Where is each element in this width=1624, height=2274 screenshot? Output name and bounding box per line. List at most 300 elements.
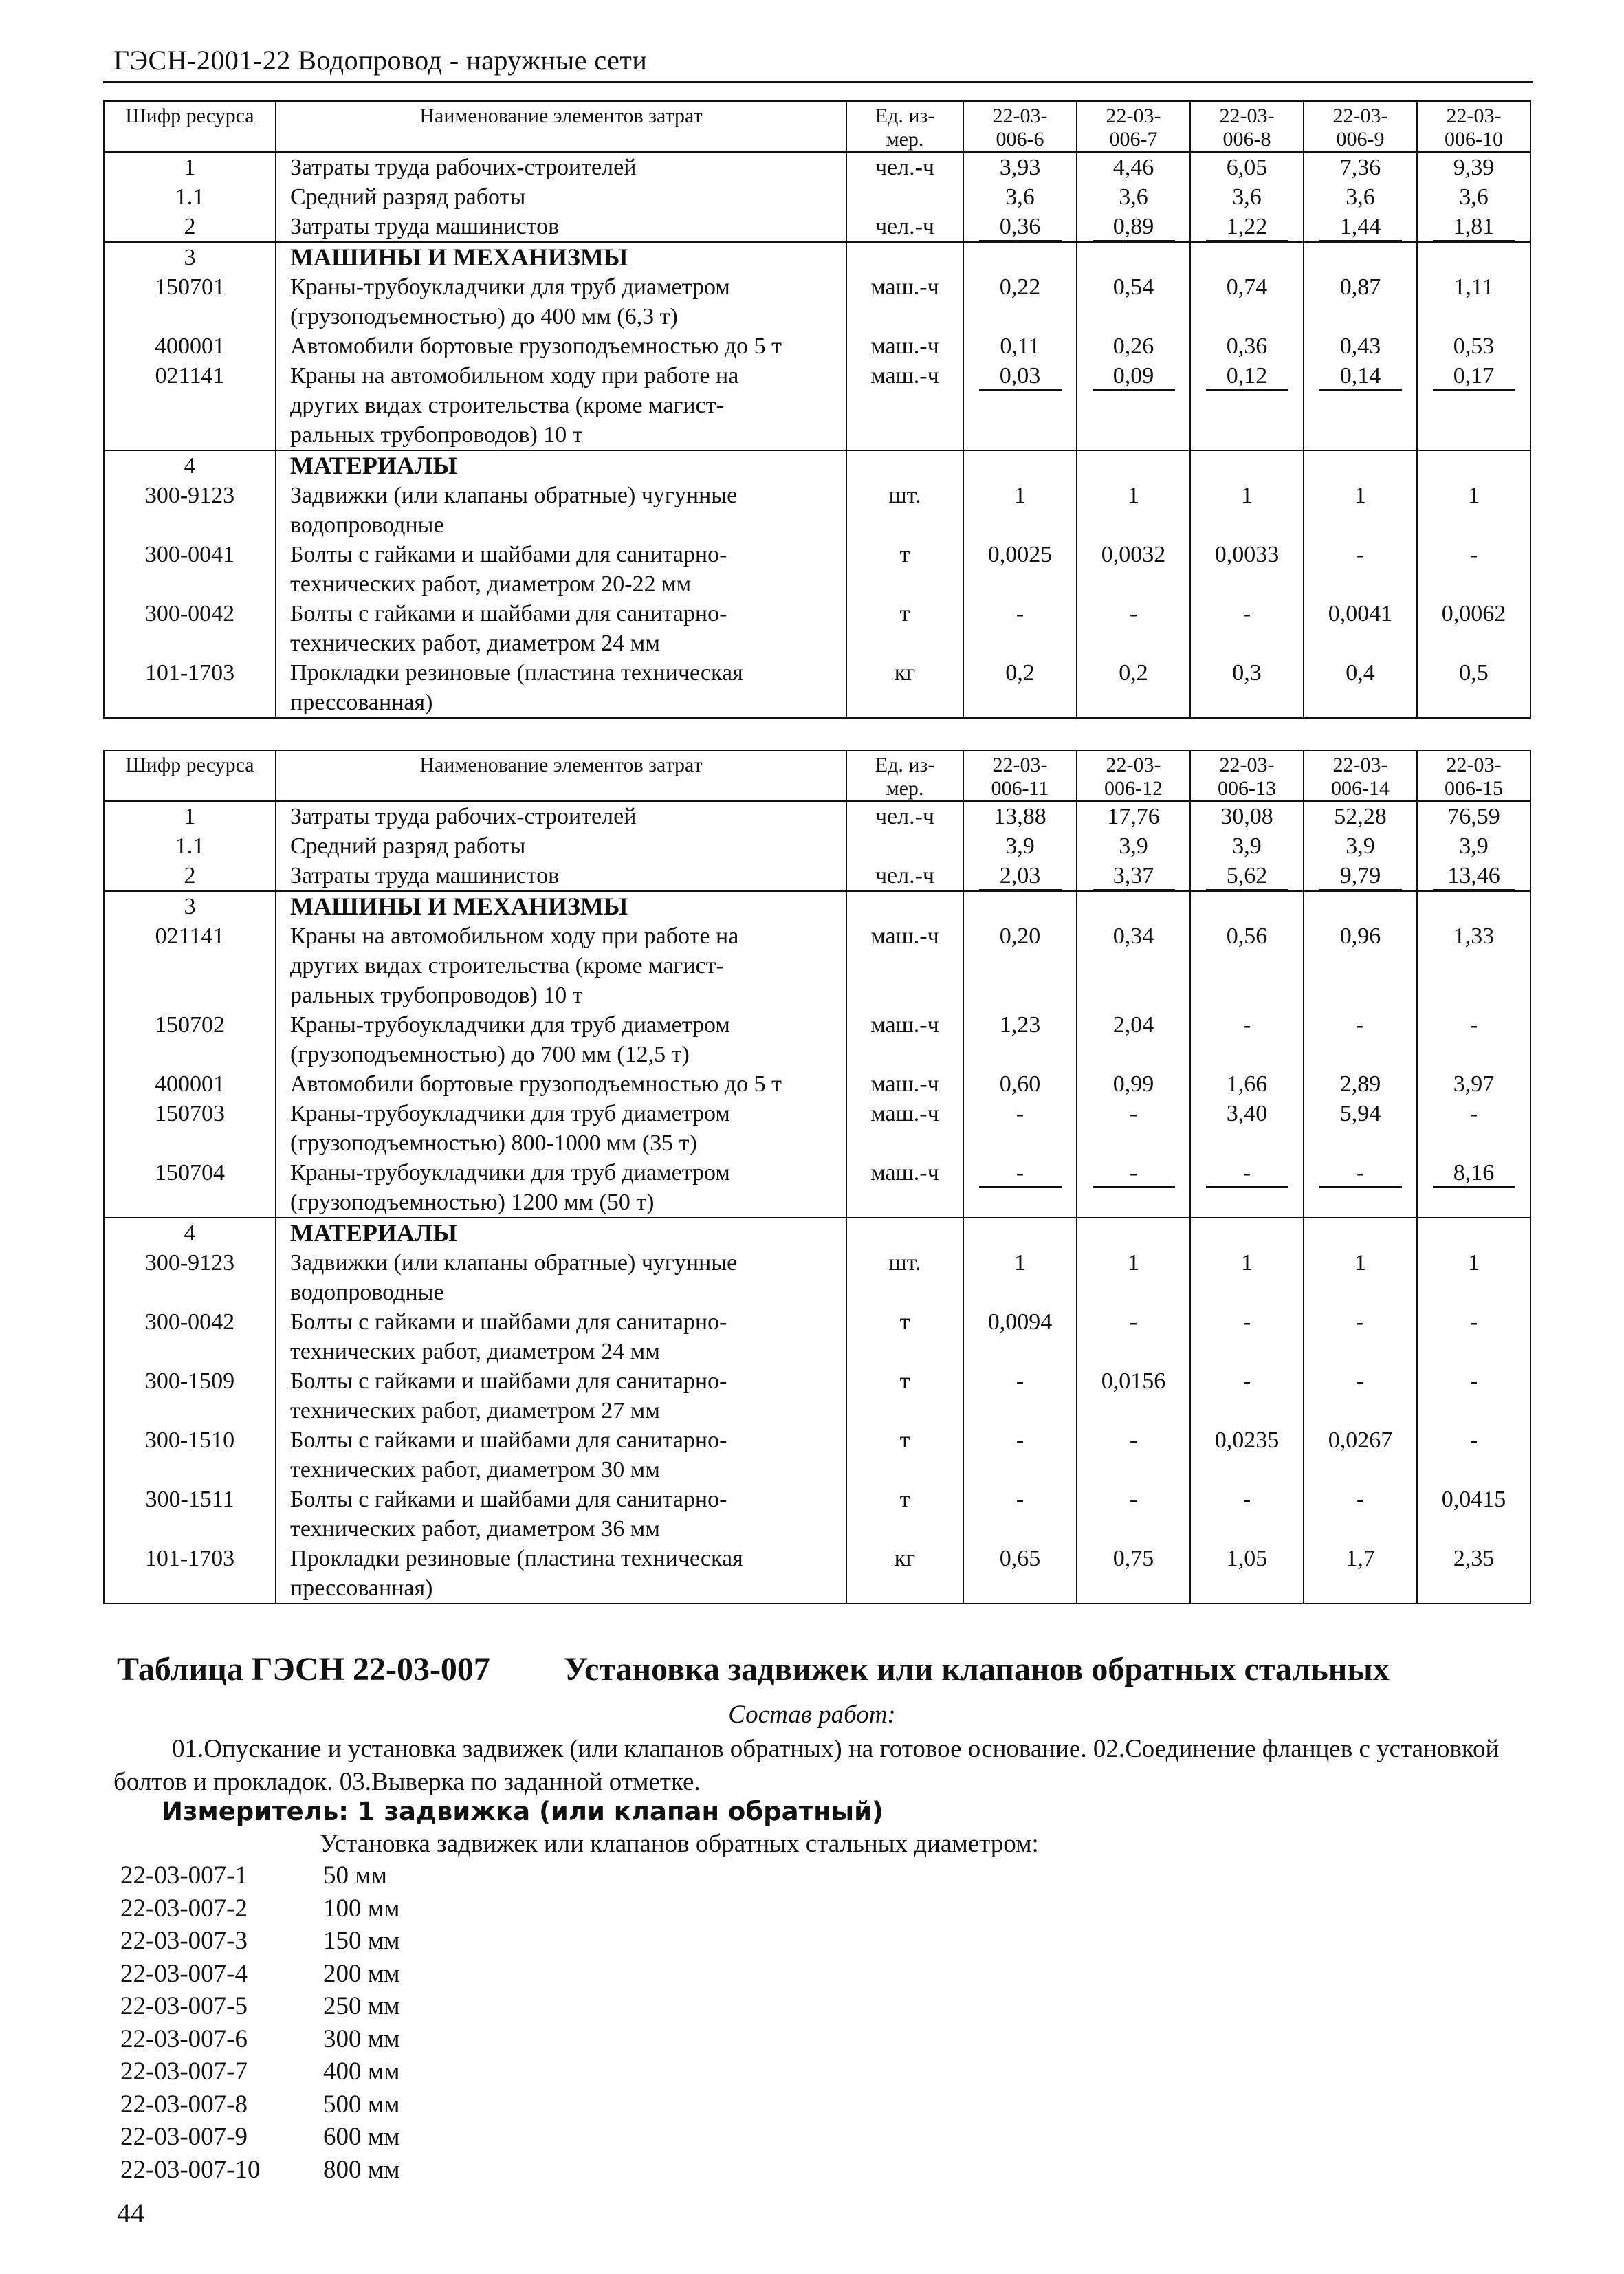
norm-value: [1304, 1485, 1417, 1544]
resource-code: 300-1510: [104, 1425, 276, 1485]
unit: [846, 450, 963, 481]
element-name-line: Краны-трубоукладчики для труб диаметром: [290, 1101, 730, 1126]
item-row: [120, 1958, 400, 1991]
norm-value: [1077, 540, 1190, 599]
norm-value: [1190, 361, 1304, 450]
norm-value: [1304, 361, 1417, 450]
norm-value: [1417, 891, 1530, 921]
element-name: [276, 481, 846, 540]
table-row: [104, 481, 1530, 540]
header-norm-line1: 22-03-: [1446, 105, 1502, 127]
header-norm-line1: 22-03-: [1106, 105, 1161, 127]
element-name: Средний разряд работы: [276, 831, 846, 861]
norm-value-text: 1: [1128, 1250, 1139, 1276]
element-name-line: технических работ, диаметром 24 мм: [290, 631, 660, 656]
norm-value: [963, 152, 1077, 182]
element-name: [276, 1425, 846, 1485]
norm-value-text: -: [1469, 1428, 1478, 1453]
norm-value-text: 1,11: [1453, 274, 1494, 300]
table-row: [104, 801, 1530, 831]
norm-value: [1417, 212, 1530, 242]
norm-value-text: 0,5: [1459, 660, 1489, 686]
unit: т: [846, 1485, 963, 1544]
element-name: Средний разряд работы: [276, 182, 846, 212]
header-norm-code: [1304, 750, 1417, 801]
norm-value-text: 1: [1014, 1250, 1026, 1276]
item-row: [120, 2023, 400, 2056]
table-row: [104, 242, 1530, 272]
element-name-line: Болты с гайками и шайбами для санитарно-: [290, 1428, 727, 1453]
norm-value: [1077, 921, 1190, 1010]
element-name: [276, 361, 846, 450]
unit: т: [846, 599, 963, 658]
norm-value: [1077, 450, 1190, 481]
norm-value: [963, 331, 1077, 361]
norm-value-text: 3,37: [1093, 863, 1175, 890]
header-norm-line1: 22-03-: [1446, 754, 1502, 776]
norm-value: [1077, 1010, 1190, 1069]
resource-code: 1.1: [104, 831, 276, 861]
norm-value-text: 0,53: [1453, 334, 1495, 359]
norm-value-text: 30,08: [1220, 804, 1273, 829]
norm-value-text: 0,2: [1005, 660, 1035, 686]
unit: маш.-ч: [846, 1158, 963, 1218]
header-norm-line1: 22-03-: [1106, 754, 1161, 776]
norm-value-text: 5,94: [1339, 1101, 1381, 1126]
item-row: [120, 2121, 400, 2154]
element-name-line: Болты с гайками и шайбами для санитарно-: [290, 1487, 727, 1512]
element-name: [276, 540, 846, 599]
norm-value: [1417, 182, 1530, 212]
resource-code: 4: [104, 1218, 276, 1248]
resource-code: 101-1703: [104, 1544, 276, 1604]
table-row: [104, 861, 1530, 891]
page-number: 44: [117, 2198, 144, 2229]
header-norm-code: [1417, 750, 1530, 801]
item-desc: 800 мм: [323, 2155, 400, 2184]
norm-value-text: 0,99: [1112, 1071, 1154, 1097]
norm-value-text: 0,60: [999, 1071, 1041, 1097]
norm-value-text: 1: [1241, 1250, 1253, 1276]
norm-value: [1077, 331, 1190, 361]
unit: [846, 891, 963, 921]
unit: чел.-ч: [846, 801, 963, 831]
item-desc: 200 мм: [323, 1959, 400, 1988]
norm-value: [963, 1158, 1077, 1218]
header-rule: [103, 81, 1533, 83]
work-composition-text: 01.Опускание и установка задвижек (или клапанов обратных) на готовое основание. 02.Соединение фланцев с установкой болтов и прокладок. 03.Выверка по заданной отметке.: [113, 1735, 1500, 1796]
table-row: [104, 212, 1530, 242]
header-norm-line2: 006-9: [1336, 128, 1385, 151]
norm-value-text: 0,03: [979, 363, 1062, 391]
element-name: Затраты труда рабочих-строителей: [276, 801, 846, 831]
header-norm-code: [963, 750, 1077, 801]
unit: т: [846, 1307, 963, 1366]
norm-value-text: -: [1242, 1368, 1251, 1394]
norm-value-text: -: [1356, 1368, 1365, 1394]
norm-value-text: 0,65: [999, 1546, 1041, 1571]
element-name-line: Болты с гайками и шайбами для санитарно-: [290, 1368, 727, 1394]
unit: маш.-ч: [846, 1010, 963, 1069]
norm-value-text: -: [1356, 1309, 1365, 1335]
norm-value-text: 1: [1128, 483, 1139, 508]
norm-value: [963, 212, 1077, 242]
norm-value-text: -: [1242, 1012, 1251, 1038]
norm-value-text: 2,89: [1339, 1071, 1381, 1097]
norm-value-text: 0,87: [1339, 274, 1381, 300]
resource-code: 1: [104, 801, 276, 831]
norm-value: [1304, 1099, 1417, 1158]
norm-value: [1190, 1366, 1304, 1425]
unit: маш.-ч: [846, 1099, 963, 1158]
table-row: [104, 272, 1530, 331]
norm-value-text: 3,9: [1005, 833, 1035, 859]
header-norm-code: [963, 101, 1077, 152]
norm-value: [963, 1010, 1077, 1069]
header-row: [104, 750, 1530, 801]
norm-value: [963, 599, 1077, 658]
norm-value: [1190, 891, 1304, 921]
element-name: Автомобили бортовые грузоподъемностью до 5 т: [276, 331, 846, 361]
norm-value: [1417, 331, 1530, 361]
element-name: [276, 1248, 846, 1307]
norm-value-text: 0,75: [1112, 1546, 1154, 1571]
item-code: 22-03-007-4: [120, 1959, 248, 1988]
norm-value-text: 0,26: [1112, 334, 1154, 359]
item-code: 22-03-007-5: [120, 1992, 248, 2020]
header-unit: [846, 101, 963, 152]
header-norm-code: [1077, 750, 1190, 801]
item-desc: 300 мм: [323, 2024, 400, 2053]
header-norm-code: [1190, 101, 1304, 152]
norm-value: [1190, 1218, 1304, 1248]
resource-code: 300-1509: [104, 1366, 276, 1425]
header-unit: [846, 750, 963, 801]
norm-value: [1304, 1010, 1417, 1069]
element-name-line: технических работ, диаметром 36 мм: [290, 1516, 660, 1542]
element-name: МАШИНЫ И МЕХАНИЗМЫ: [276, 891, 846, 921]
element-name: [276, 1158, 846, 1218]
norm-value: [1304, 212, 1417, 242]
norm-value: [1417, 658, 1530, 718]
element-name: [276, 1099, 846, 1158]
norm-value-text: 0,2: [1119, 660, 1148, 686]
header-norm-line2: 006-14: [1331, 777, 1390, 800]
norm-value-text: -: [1319, 1160, 1402, 1188]
norm-value: [1304, 182, 1417, 212]
header-norm-line2: 006-13: [1218, 777, 1276, 800]
norm-value-text: -: [1242, 1309, 1251, 1335]
header-unit-line1: Ед. из-: [875, 754, 935, 776]
item-desc: 100 мм: [323, 1894, 400, 1923]
element-name-line: других видах строительства (кроме магист-: [290, 953, 724, 979]
unit: маш.-ч: [846, 331, 963, 361]
norm-value: [1304, 1307, 1417, 1366]
table-row: [104, 1069, 1530, 1099]
header-norm-line2: 006-12: [1104, 777, 1163, 800]
norm-value-text: -: [1469, 542, 1478, 567]
norm-value: [1417, 801, 1530, 831]
norm-value-text: 0,17: [1433, 363, 1515, 391]
norm-value-text: 3,9: [1232, 833, 1262, 859]
norm-value: [1077, 1248, 1190, 1307]
element-name: [276, 1366, 846, 1425]
norm-value: [1417, 361, 1530, 450]
header-norm-line2: 006-15: [1445, 777, 1503, 800]
norm-value: [1077, 182, 1190, 212]
resource-code: 101-1703: [104, 658, 276, 718]
norm-value-text: -: [979, 1160, 1062, 1188]
unit: [846, 182, 963, 212]
norm-value: [963, 801, 1077, 831]
norm-value: [1077, 1069, 1190, 1099]
norm-value: [963, 540, 1077, 599]
norm-value: [1077, 1485, 1190, 1544]
header-norm-line2: 006-10: [1445, 128, 1503, 151]
table-row: [104, 921, 1530, 1010]
norm-value: [1077, 658, 1190, 718]
element-name-line: Задвижки (или клапаны обратные) чугунные: [290, 483, 738, 508]
norm-value-text: 13,46: [1433, 863, 1515, 890]
table-row: [104, 182, 1530, 212]
norm-value: [1304, 1248, 1417, 1307]
norm-value: [1417, 1544, 1530, 1604]
norm-value: [1077, 831, 1190, 861]
resource-code: 300-0041: [104, 540, 276, 599]
norm-value-text: 0,0267: [1328, 1428, 1393, 1453]
norm-value: [1190, 212, 1304, 242]
norm-value: [1077, 481, 1190, 540]
unit: кг: [846, 1544, 963, 1604]
element-name-line: Краны-трубоукладчики для труб диаметром: [290, 274, 730, 300]
norm-value-text: 0,22: [999, 274, 1041, 300]
item-code: 22-03-007-10: [120, 2155, 261, 2184]
table-row: [104, 599, 1530, 658]
norm-value-text: 7,36: [1339, 155, 1381, 180]
item-row: [120, 1925, 400, 1958]
norm-value: [1190, 1248, 1304, 1307]
norm-value-text: -: [1469, 1309, 1478, 1335]
norm-value: [1417, 1366, 1530, 1425]
norm-value-text: 17,76: [1107, 804, 1160, 829]
norm-value: [1190, 1307, 1304, 1366]
element-name-line: Болты с гайками и шайбами для санитарно-: [290, 542, 727, 567]
norm-value: [963, 1218, 1077, 1248]
unit: т: [846, 1366, 963, 1425]
header-norm-code: [1304, 101, 1417, 152]
unit: шт.: [846, 1248, 963, 1307]
norm-value-text: 0,12: [1206, 363, 1288, 391]
header-norm-line2: 006-11: [991, 777, 1049, 800]
item-code: 22-03-007-6: [120, 2024, 248, 2053]
norm-value: [1304, 272, 1417, 331]
norm-value: [963, 1248, 1077, 1307]
norm-value-text: 1,81: [1433, 214, 1515, 241]
norm-value-text: -: [1016, 1368, 1024, 1394]
norm-value-text: 0,36: [979, 214, 1062, 241]
items-intro: Установка задвижек или клапанов обратных стальных диаметром:: [320, 1830, 1039, 1858]
table-row: [104, 1218, 1530, 1248]
norm-value-text: -: [1016, 1428, 1024, 1453]
section-subtitle: Состав работ:: [728, 1701, 896, 1729]
norm-value-text: 0,34: [1112, 923, 1154, 949]
norm-value: [1417, 861, 1530, 891]
unit: т: [846, 1425, 963, 1485]
table-row: [104, 1010, 1530, 1069]
norm-value-text: -: [1206, 1160, 1288, 1188]
norm-value: [1190, 658, 1304, 718]
norm-value-text: 2,04: [1112, 1012, 1154, 1038]
norm-value-text: 0,0025: [987, 542, 1053, 567]
norm-value: [1190, 1010, 1304, 1069]
norm-value: [1417, 450, 1530, 481]
resource-code: 300-9123: [104, 481, 276, 540]
norm-value: [1417, 1069, 1530, 1099]
item-code: 22-03-007-9: [120, 2123, 248, 2151]
norm-value-text: 3,6: [1119, 184, 1148, 210]
header-norm-line2: 006-7: [1109, 128, 1158, 151]
norm-value-text: 3,97: [1453, 1071, 1495, 1097]
norm-value: [1417, 1099, 1530, 1158]
norm-value-text: 0,0033: [1214, 542, 1280, 567]
norm-value-text: 0,4: [1346, 660, 1375, 686]
table-row: [104, 1485, 1530, 1544]
norm-value: [1304, 331, 1417, 361]
norm-value: [1304, 1425, 1417, 1485]
element-name: [276, 921, 846, 1010]
item-row: [120, 1990, 400, 2023]
element-name-line: (грузоподъемностью) 800-1000 мм (35 т): [290, 1130, 697, 1156]
resource-code: 1: [104, 152, 276, 182]
element-name: [276, 1010, 846, 1069]
table-row: [104, 1425, 1530, 1485]
element-name-line: водопроводные: [290, 512, 444, 538]
item-row: [120, 2088, 400, 2121]
norm-value: [1417, 1248, 1530, 1307]
element-name-line: Прокладки резиновые (пластина техническая: [290, 1546, 743, 1571]
norm-value-text: -: [1129, 1428, 1138, 1453]
norm-value: [1190, 1544, 1304, 1604]
header-row: [104, 101, 1530, 152]
norm-value: [1190, 1099, 1304, 1158]
element-name-line: ральных трубопроводов) 10 т: [290, 983, 583, 1008]
norm-value: [1417, 481, 1530, 540]
norm-value: [1077, 599, 1190, 658]
element-name-line: Задвижки (или клапаны обратные) чугунные: [290, 1250, 738, 1276]
norm-value: [1417, 1010, 1530, 1069]
norm-value-text: -: [1093, 1160, 1175, 1188]
norm-value-text: 0,0094: [987, 1309, 1053, 1335]
norm-value: [963, 272, 1077, 331]
norm-value: [1304, 242, 1417, 272]
norm-value: [1190, 540, 1304, 599]
norm-value: [1190, 831, 1304, 861]
norm-value: [1417, 272, 1530, 331]
norm-value: [963, 921, 1077, 1010]
norm-value-text: 0,14: [1319, 363, 1402, 391]
norm-value: [963, 450, 1077, 481]
norm-value: [1077, 1158, 1190, 1218]
table-row: [104, 1307, 1530, 1366]
norm-value-text: -: [1242, 1487, 1251, 1512]
item-desc: 250 мм: [323, 1992, 400, 2020]
element-name-line: прессованная): [290, 1575, 433, 1601]
item-row: [120, 2154, 400, 2187]
norm-value-text: 3,6: [1346, 184, 1375, 210]
header-norm-line2: 006-6: [996, 128, 1044, 151]
norm-value-text: 9,39: [1453, 155, 1495, 180]
element-name-line: ральных трубопроводов) 10 т: [290, 422, 583, 448]
header-norm-line1: 22-03-: [1332, 105, 1388, 127]
table-row: [104, 331, 1530, 361]
element-name-line: (грузоподъемностью) 1200 мм (50 т): [290, 1190, 655, 1215]
norm-value-text: -: [1356, 1012, 1365, 1038]
norm-value: [1077, 242, 1190, 272]
norm-value: [963, 1485, 1077, 1544]
norm-value-text: 1: [1468, 1250, 1480, 1276]
norm-value-text: 13,88: [994, 804, 1046, 829]
norm-value: [963, 831, 1077, 861]
resource-code: 400001: [104, 1069, 276, 1099]
item-desc: 500 мм: [323, 2090, 400, 2119]
norm-value: [1190, 921, 1304, 1010]
norm-value-text: -: [1469, 1101, 1478, 1126]
norm-value: [1304, 831, 1417, 861]
norm-value: [963, 1069, 1077, 1099]
element-name-line: других видах строительства (кроме магист-: [290, 393, 724, 418]
unit: [846, 831, 963, 861]
table-row: [104, 658, 1530, 718]
norm-value-text: 1,44: [1319, 214, 1402, 241]
norm-value-text: -: [1129, 1309, 1138, 1335]
header-unit-line2: мер.: [886, 777, 924, 800]
norm-value: [1190, 801, 1304, 831]
element-name-line: Краны на автомобильном ходу при работе на: [290, 923, 739, 949]
resource-code: 4: [104, 450, 276, 481]
element-name: [276, 1307, 846, 1366]
norm-value: [1190, 242, 1304, 272]
resource-code: 3: [104, 891, 276, 921]
norm-value-text: 1: [1241, 483, 1253, 508]
element-name: [276, 1544, 846, 1604]
element-name-line: Краны-трубоукладчики для труб диаметром: [290, 1160, 730, 1185]
norm-value: [1304, 481, 1417, 540]
element-name: Затраты труда рабочих-строителей: [276, 152, 846, 182]
norm-value-text: 1,33: [1453, 923, 1495, 949]
norm-value: [1304, 1158, 1417, 1218]
element-name-line: технических работ, диаметром 27 мм: [290, 1398, 660, 1423]
norm-value-text: 1,7: [1346, 1546, 1375, 1571]
element-name-line: Краны-трубоукладчики для труб диаметром: [290, 1012, 730, 1038]
norm-value: [1417, 1158, 1530, 1218]
norm-value-text: -: [1016, 1487, 1024, 1512]
norm-value-text: -: [1016, 601, 1024, 626]
resource-code: 150703: [104, 1099, 276, 1158]
item-row: [120, 1892, 400, 1925]
table-row: [104, 361, 1530, 450]
unit: маш.-ч: [846, 921, 963, 1010]
norms-table-2: [103, 750, 1531, 1604]
norm-value-text: 1,22: [1206, 214, 1288, 241]
header-norm-code: [1077, 101, 1190, 152]
norm-value: [963, 861, 1077, 891]
norm-value-text: 3,6: [1459, 184, 1489, 210]
norm-value-text: 0,0032: [1101, 542, 1166, 567]
resource-code: 150702: [104, 1010, 276, 1069]
unit: маш.-ч: [846, 272, 963, 331]
header-norm-line2: 006-8: [1222, 128, 1271, 151]
norm-value: [1304, 1218, 1417, 1248]
